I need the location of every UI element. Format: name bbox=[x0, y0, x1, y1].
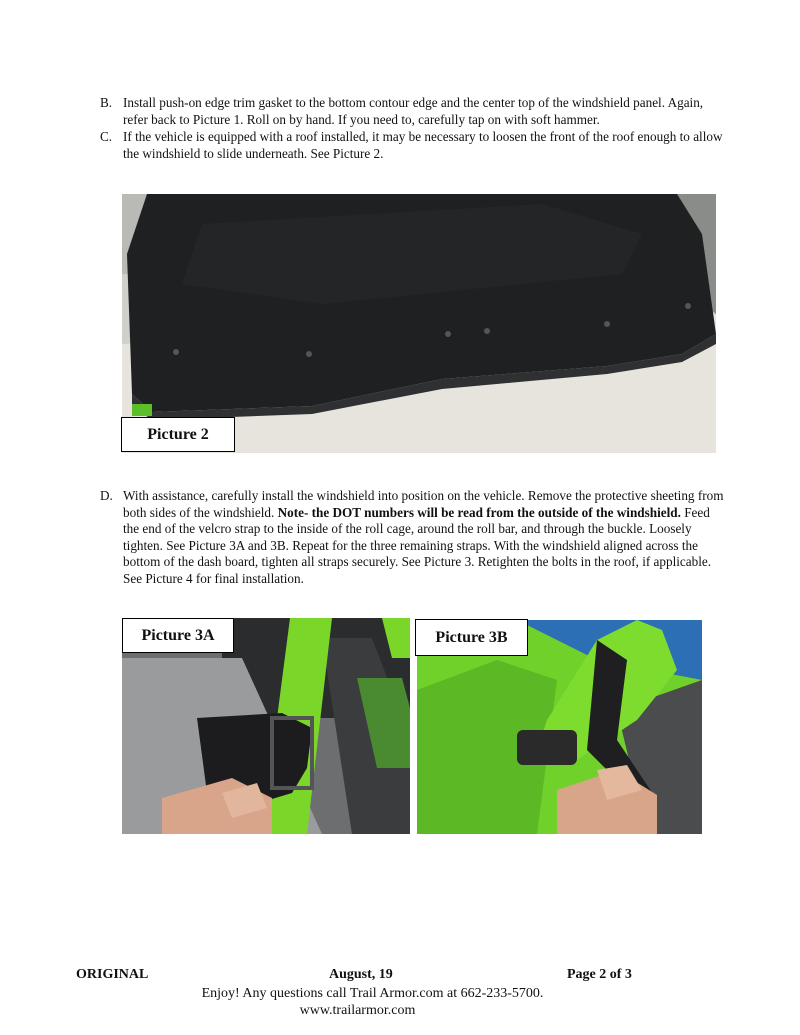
footer-contact: Enjoy! Any questions call Trail Armor.com at 662-233-5700. bbox=[201, 986, 544, 1001]
footer-left bbox=[76, 967, 148, 983]
step-b bbox=[100, 95, 725, 128]
picture-3b-label: Picture 3B bbox=[415, 619, 528, 656]
footer-center bbox=[329, 967, 393, 983]
footer-page-number: Page 2 of 3 bbox=[567, 967, 632, 982]
picture-2-label: Picture 2 bbox=[121, 417, 235, 452]
footer-date: August, 19 bbox=[329, 967, 393, 982]
step-text bbox=[123, 488, 725, 587]
step-text: If the vehicle is equipped with a roof installed, it may be necessary to loosen the front of the roof enough to allow the windshield to slide underneath. See Picture 2. bbox=[123, 129, 723, 161]
dot-note: Note- the DOT numbers will be read from the outside of the windshield. bbox=[277, 504, 681, 520]
footer-website: www.trailarmor.com bbox=[299, 1003, 416, 1018]
step-letter: D. bbox=[100, 488, 113, 503]
footer-right bbox=[567, 967, 632, 983]
step-letter: B. bbox=[100, 95, 113, 110]
step-text: Install push-on edge trim gasket to the bottom contour edge and the center top of the windshield panel. Again, refer back to Picture 1. Roll on by hand. If you need to, carefully tap on with soft hammer. bbox=[123, 95, 704, 127]
picture-2-photo bbox=[122, 194, 716, 453]
picture-3a-label: Picture 3A bbox=[122, 618, 234, 653]
step-text-part: With assistance, carefully install the windshield into position on the vehicle. Remove the protective sheeting from both sides of the windshield. bbox=[123, 488, 724, 520]
step-d bbox=[100, 488, 725, 587]
footer-status: ORIGINAL bbox=[76, 967, 149, 982]
step-letter: C. bbox=[100, 129, 113, 144]
windshield-photo-illustration bbox=[122, 194, 716, 453]
step-c bbox=[100, 129, 725, 162]
step-text-part: Feed the end of the velcro strap to the inside of the roll cage, around the roll bar, and through the buckle. Loosely tighten. See Picture 3A and 3B. Repeat for the three remaining straps. With the windshield aligned across the bottom of the dash board, tighten all straps securely. See Picture 3. Retighten the bolts in the roof, if applicable. See Picture 4 for final installation. bbox=[123, 504, 712, 586]
